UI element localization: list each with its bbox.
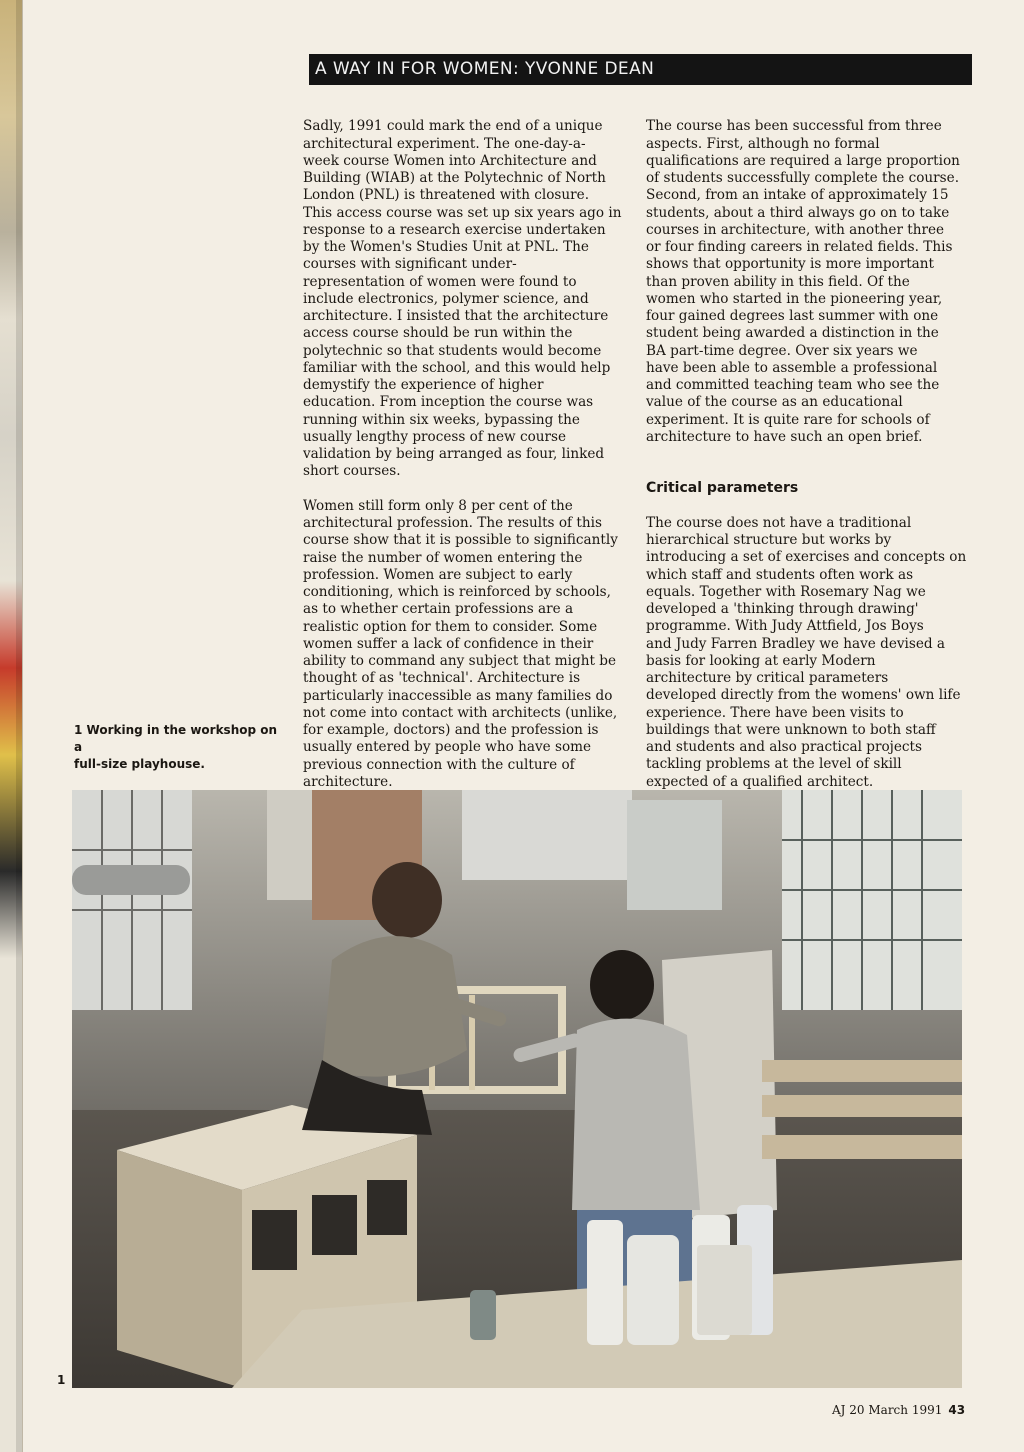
publication-date: AJ 20 March 1991 <box>832 1403 943 1417</box>
paragraph: The course has been successful from three aspects. First, although no formal qualifications are required a large proportion of students successfully complete the course. Second, from an intake of approximately 15 students, about a third always go on to take courses in architecture, with another three or four finding careers in related fields. This shows that opportunity is more important than proven ability in this field. Of the women who started in the pioneering year, four gained degrees last summer with one student being awarded a distinction in the BA part-time degree. Over six years we have been able to assemble a professional and committed teaching team who see the value of the course as an educational experiment. It is quite rare for schools of architecture to have such an open brief. <box>646 118 960 445</box>
workshop-photo <box>72 790 962 1388</box>
page-number: 43 <box>948 1403 966 1417</box>
section-subhead: Critical parameters <box>646 480 799 497</box>
paragraph: The course does not have a traditional hierarchical structure but works by introducing a set of exercises and concepts on which staff and students often work as equals. Together with Rosemary Nag we developed a 'thinking through drawing' programme. With Judy Attfield, Jos Boys and Judy Farren Bradley we have devised a basis for looking at early Modern architecture by critical parameters developed directly from the womens' own life experience. There have been visits to buildings that were unknown to both staff and students and also practical projects tackling problems at the level of skill expected of a qualified architect. <box>646 514 967 790</box>
article-headline: A WAY IN FOR WOMEN: YVONNE DEAN <box>309 54 972 85</box>
paragraph: Sadly, 1991 could mark the end of a unique architectural experiment. The one-day-a- week course Women into Architecture and Building (WIAB) at the Polytechnic of North London (PNL) is threatened with closure. This access course was set up six years ago in response to a research exercise undertaken by the Women's Studies Unit at PNL. The courses with significant under- representation of women were found to include electronics, polymer science, and architecture. I insisted that the architecture access course should be run within the polytechnic so that students would become familiar with the school, and this would help demystify the experience of higher education. From inception the course was running within six weeks, bypassing the usually lengthy process of new course validation by being arranged as four, linked short courses. <box>303 118 622 480</box>
page-footer <box>832 1403 965 1417</box>
figure-caption: 1 Working in the workshop on a full-size playhouse. <box>74 723 278 771</box>
text-column-right <box>646 101 976 843</box>
figure-number: 1 <box>57 1373 66 1387</box>
adjacent-page-edge <box>0 0 23 1452</box>
paragraph: Women still form only 8 per cent of the architectural profession. The results of this course show that it is possible to significantly raise the number of women entering the profession. Women are subject to early conditioning, which is reinforced by schools, as to whether certain professions are a realistic option for them to consider. Some women suffer a lack of confidence in their ability to command any subject that might be thought of as 'technical'. Architecture is particularly inaccessible as many families do not come into contact with architects (unlike, for example, doctors) and the profession is usually entered by people who have some previous connection with the culture of architecture. <box>303 497 618 790</box>
text-column-left <box>303 101 633 808</box>
